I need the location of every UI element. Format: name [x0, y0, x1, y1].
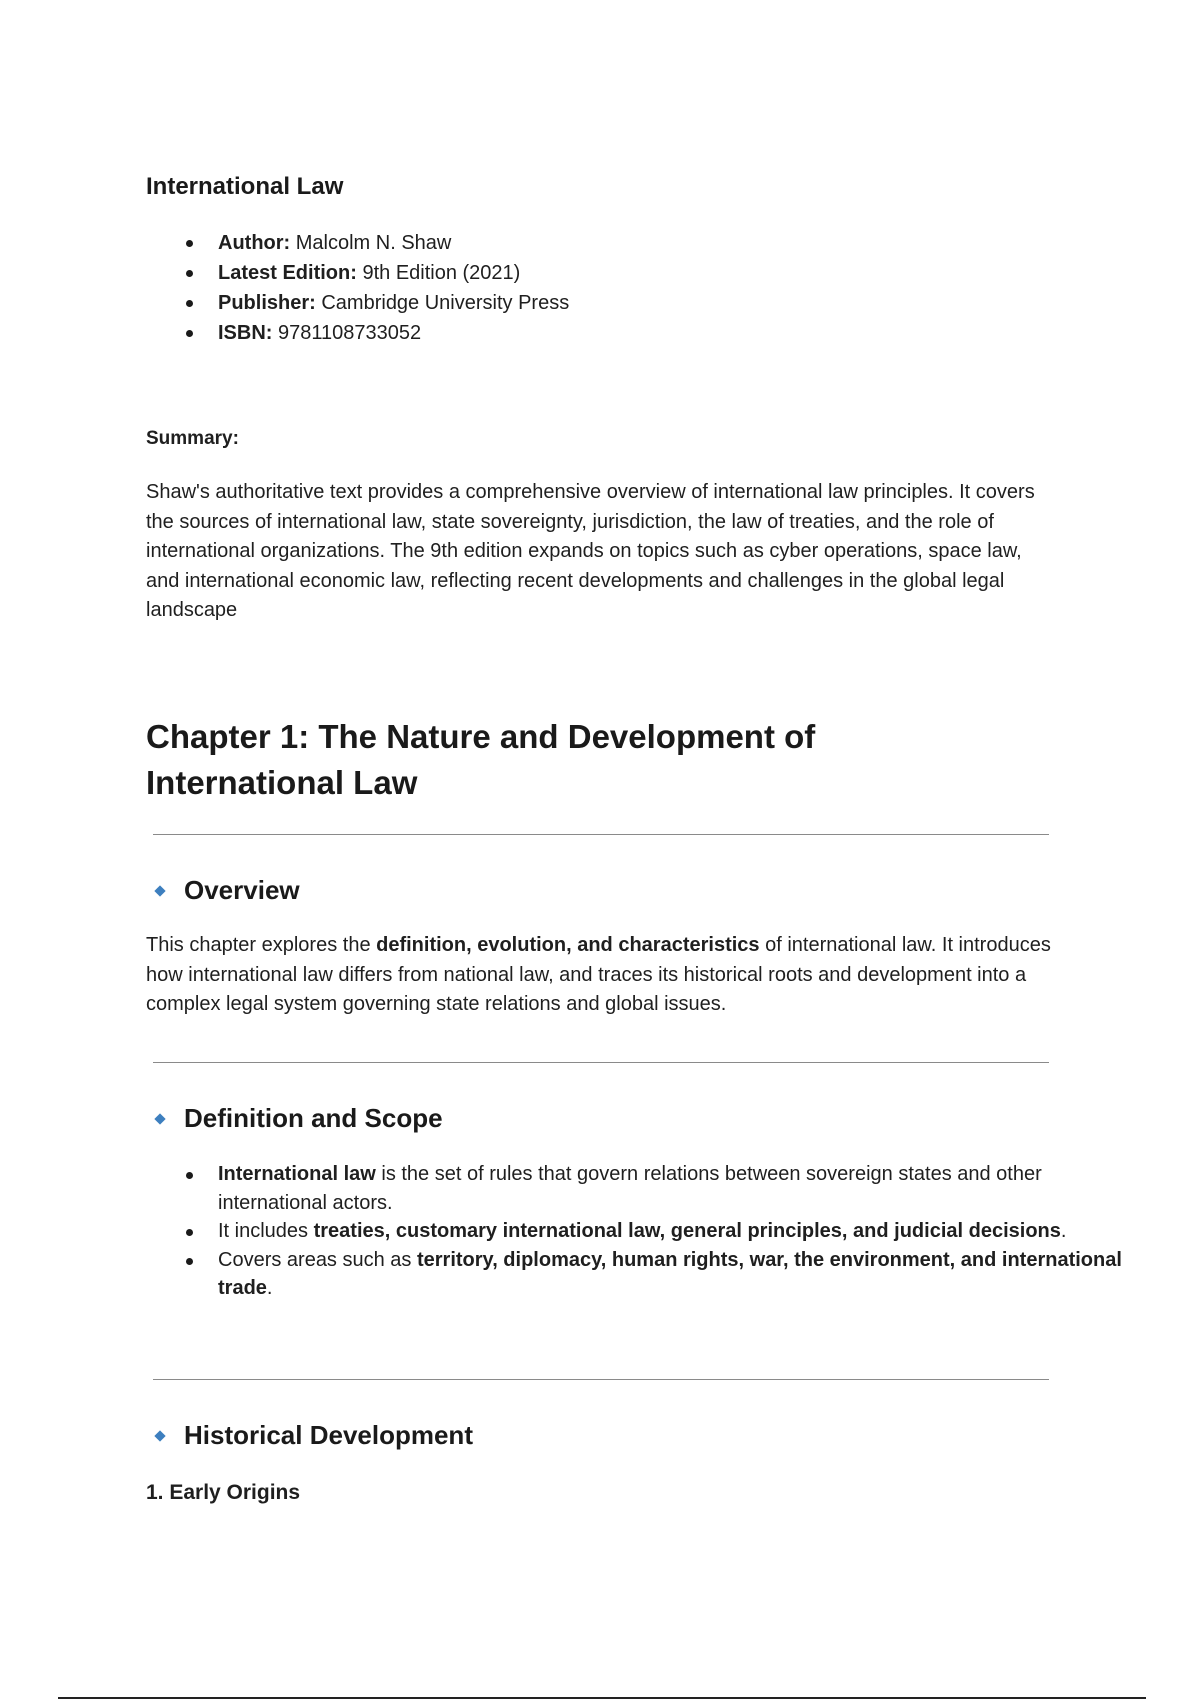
- definition-bullet-list: [146, 1160, 1123, 1303]
- book-meta-list: [146, 228, 569, 348]
- meta-isbn: ISBN: 9781108733052: [218, 318, 569, 348]
- section-heading-overview: Overview: [156, 875, 300, 906]
- list-item: International law is the set of rules that govern relations between sovereign states and other international actors.: [218, 1160, 1123, 1217]
- overview-paragraph: This chapter explores the definition, evolution, and characteristics of international law. It introduces how international law differs from national law, and traces its historical roots and development into a complex legal system governing state relations and global issues.: [146, 934, 1051, 1015]
- page-bottom-rule: [58, 1697, 1146, 1699]
- chapter-title: Chapter 1: The Nature and Development of International Law: [146, 718, 816, 801]
- book-title: International Law: [146, 173, 344, 200]
- meta-publisher: Publisher: Cambridge University Press: [218, 288, 569, 318]
- divider: [153, 834, 1049, 835]
- diamond-bullet-icon: [154, 1430, 165, 1441]
- diamond-bullet-icon: [154, 885, 165, 896]
- section-heading-history: Historical Development: [156, 1420, 473, 1451]
- list-item: Covers areas such as territory, diplomacy, human rights, war, the environment, and international trade.: [218, 1246, 1123, 1303]
- meta-edition: Latest Edition: 9th Edition (2021): [218, 258, 569, 288]
- divider: [153, 1379, 1049, 1380]
- list-item: It includes treaties, customary international law, general principles, and judicial decisions.: [218, 1217, 1123, 1246]
- section-heading-definition: Definition and Scope: [156, 1103, 443, 1134]
- summary-text: Shaw's authoritative text provides a comprehensive overview of international law principles. It covers the sources of international law, state sovereignty, jurisdiction, the law of treaties, and the role of international organizations. The 9th edition expands on topics such as cyber operations, space law, and international economic law, reflecting recent developments and challenges in the global legal landscape: [146, 481, 1035, 621]
- subsection-heading-early-origins: 1. Early Origins: [146, 1481, 301, 1504]
- summary-label: Summary:: [146, 428, 239, 449]
- meta-author: Author: Malcolm N. Shaw: [218, 228, 569, 258]
- divider: [153, 1062, 1049, 1063]
- diamond-bullet-icon: [154, 1113, 165, 1124]
